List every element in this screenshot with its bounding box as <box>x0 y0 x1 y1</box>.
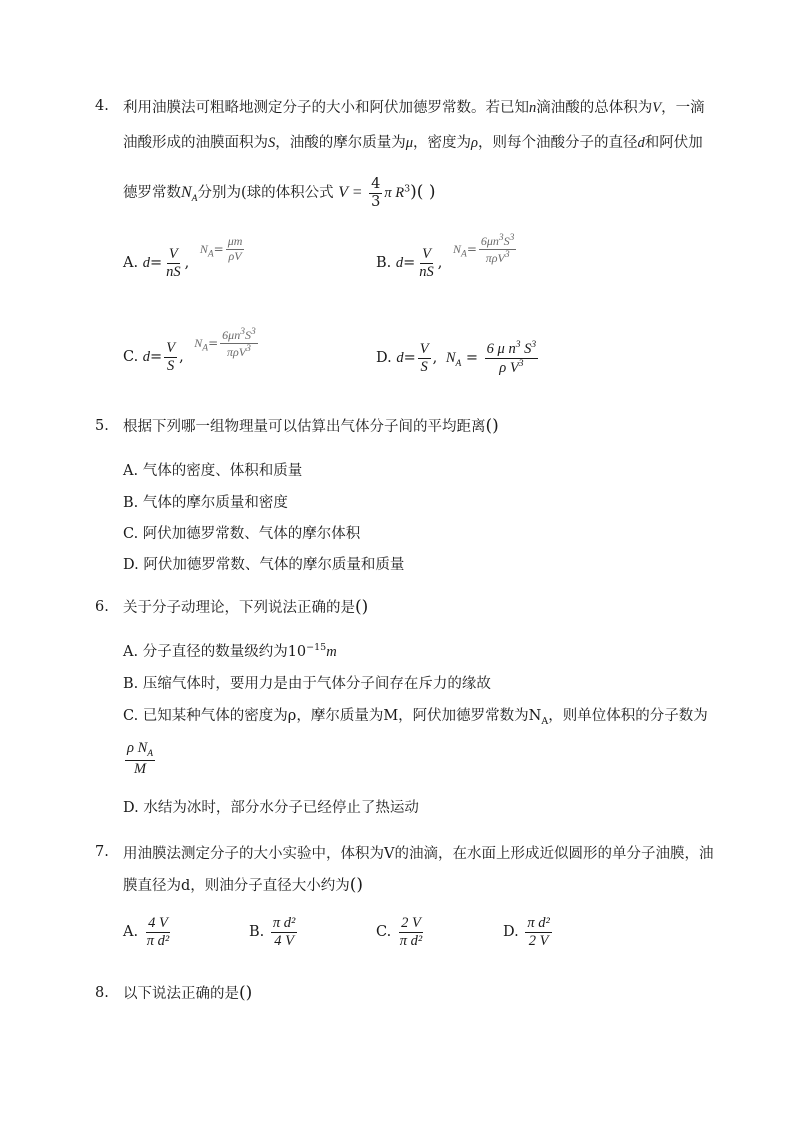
question-number: 6. <box>95 599 109 615</box>
question-6-stem: 关于分子动理论，下列说法正确的是() <box>123 597 369 617</box>
question-6-option-c[interactable]: C. 已知某种气体的密度为ρ，摩尔质量为M，阿伏加德罗常数为$N_A$，则单位体积的分子数为 <box>123 708 708 727</box>
question-5-option-b[interactable]: B. 气体的摩尔质量和密度 <box>123 495 288 511</box>
question-7-option-d[interactable]: D. $\frac{\text{π d²}}{2 V}$ <box>503 915 550 949</box>
question-number: 5. <box>95 418 109 434</box>
question-4-line-3: 德罗常数$N_A$分别为(球的体积公式 V = $\frac{4}{3}$ π $R^3$)( ) <box>123 176 436 210</box>
question-7-line-1: 用油膜法测定分子的大小实验中，体积为V的油滴，在水面上形成近似圆形的单分子油膜，油 <box>123 846 714 862</box>
question-5-stem: 根据下列哪一组物理量可以估算出气体分子间的平均距离() <box>123 416 499 436</box>
question-6-option-a[interactable]: A. 分子直径的数量级约为$10^{-15}m$ <box>123 642 337 660</box>
question-7-option-a[interactable]: A. $\frac{4 V}{\text{π d²}}$ <box>123 915 170 949</box>
question-4-line-1: 利用油膜法可粗略地测定分子的大小和阿伏加德罗常数。若已知n滴油酸的总体积为V，一滴 <box>123 100 705 116</box>
question-number: 7. <box>95 844 109 860</box>
question-5-option-c[interactable]: C. 阿伏加德罗常数、气体的摩尔体积 <box>123 526 361 542</box>
question-4-option-c[interactable]: C. d= $\frac{V}{S}$ , $^{N_A= \frac{6\mu n^3S^3}{\pi\rho V^3}}$ <box>123 340 260 374</box>
question-4-line-2: 油酸形成的油膜面积为S，油酸的摩尔质量为μ，密度为ρ，则每个油酸分子的直径d和阿伏加 <box>123 135 703 151</box>
question-5-option-a[interactable]: A. 气体的密度、体积和质量 <box>123 463 303 479</box>
question-8-stem: 以下说法正确的是() <box>123 983 253 1003</box>
question-6-option-d[interactable]: D. 水结为冰时，部分水分子已经停止了热运动 <box>123 800 419 816</box>
question-4-option-b[interactable]: B. d= $\frac{V}{nS}$ , $^{N_A= \frac{6\mu n^3S^3}{\pi\rho V^3}}$ <box>376 246 518 280</box>
option-d-na-formula: $N_A$ = $\frac{6 \mu n^3 S^3}{\rho V^3}$ <box>445 340 537 376</box>
option-c-na-formula: NA= 6μn3S3 πρV3 <box>194 327 256 360</box>
option-a-na-formula: NA= μm ρV <box>199 234 243 264</box>
question-7-line-2: 膜直径为d，则油分子直径大小约为() <box>123 875 364 895</box>
question-4-option-a[interactable]: A. d= $\frac{V}{nS}$ , $^{N_A= \frac{\mu m}{\rho V}}$ <box>123 246 246 280</box>
question-6-option-b[interactable]: B. 压缩气体时，要用力是由于气体分子间存在斥力的缘故 <box>123 676 491 692</box>
question-7-option-b[interactable]: B. $\frac{\text{π d²}}{4 V}$ <box>249 915 296 949</box>
volume-formula-fraction: $\frac{4}{3}$ <box>371 176 381 210</box>
question-number: 8. <box>95 985 109 1001</box>
question-number: 4. <box>95 98 109 114</box>
question-4-option-d[interactable]: D. d= $\frac{V}{S}$ , $N_A$ = $\frac{6 \mu n^3 S^3}{\rho V^3}$ <box>376 340 540 376</box>
option-b-na-formula: NA= 6μn3S3 πρV3 <box>453 233 515 266</box>
question-6-option-c-fraction: $\frac{\rho N_A}{M}$ <box>127 740 154 777</box>
question-5-option-d[interactable]: D. 阿伏加德罗常数、气体的摩尔质量和质量 <box>123 557 405 573</box>
question-7-option-c[interactable]: C. $\frac{2 V}{\text{π d²}}$ <box>376 915 423 949</box>
